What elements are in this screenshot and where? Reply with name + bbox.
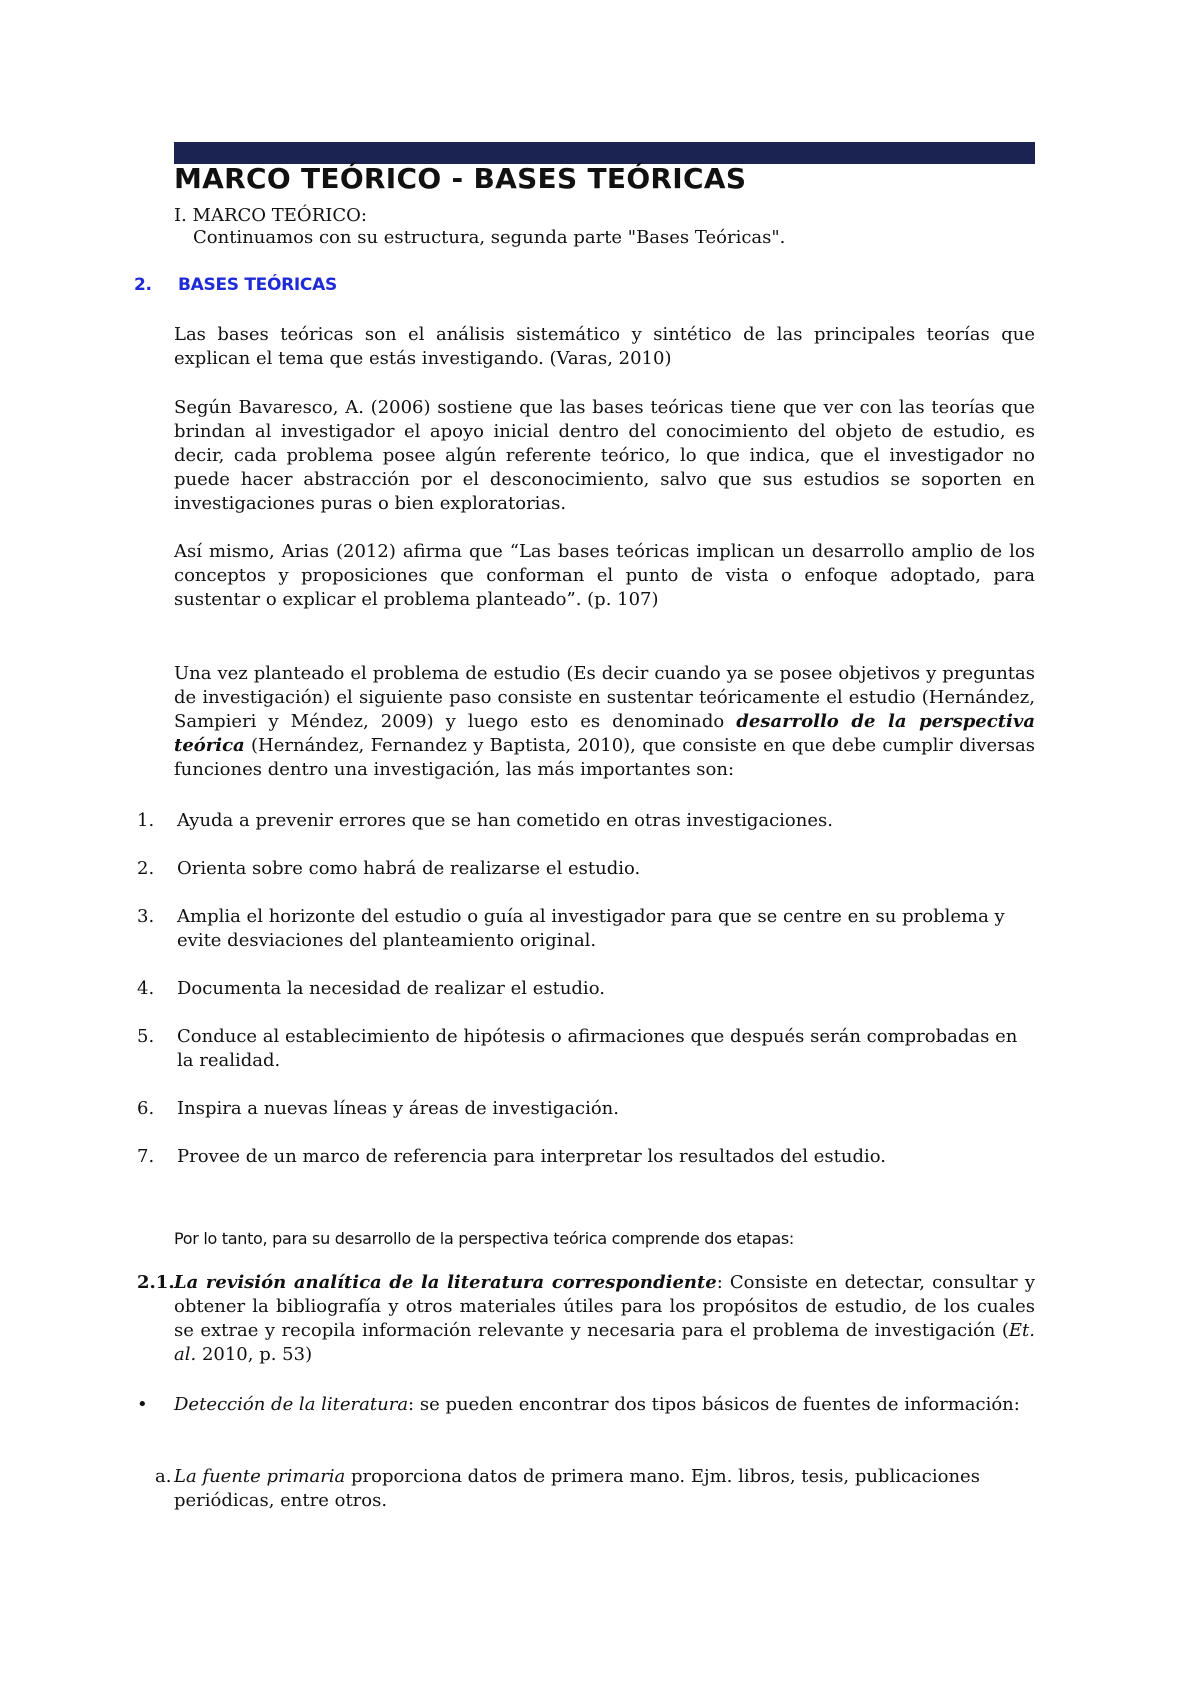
- paragraph-4-part-b: (Hernández, Fernandez y Baptista, 2010), que consiste en que debe cumplir diversas funciones dentro una investigación, las más importantes son:: [174, 735, 1035, 780]
- list-text: Documenta la necesidad de realizar el estudio.: [177, 978, 605, 999]
- list-number: 6.: [137, 1098, 155, 1119]
- list-number: 1.: [137, 810, 155, 831]
- bullet-mark: •: [137, 1394, 148, 1415]
- subsection-text-a: : Consiste en detectar, consultar y obtener la bibliografía y otros materiales útiles para los propósitos de estudio, de los cuales se extrae y recopila información relevante y necesaria para el problema de investigación (: [174, 1272, 1035, 1341]
- subtitle: I. MARCO TEÓRICO:: [174, 205, 367, 226]
- list-number: 3.: [137, 906, 155, 927]
- subsection-number: 2.1.: [137, 1272, 175, 1293]
- bullet-body: [174, 1393, 1035, 1417]
- section-number: 2.: [134, 275, 152, 295]
- subsection-title: La revisión analítica de la literatura correspondiente: [174, 1272, 717, 1293]
- list-text: Conduce al establecimiento de hipótesis o afirmaciones que después serán comprobadas en la realidad.: [177, 1026, 1018, 1071]
- list-text: Ayuda a prevenir errores que se han cometido en otras investigaciones.: [177, 810, 833, 831]
- subsection-text-b: 2010, p. 53): [196, 1344, 313, 1365]
- paragraph-3: Así mismo, Arias (2012) afirma que “Las bases teóricas implican un desarrollo amplio de los conceptos y proposiciones que conforman el punto de vista o enfoque adoptado, para sustentar o explicar el problema planteado”. (p. 107): [174, 541, 1035, 610]
- lettered-emphasis: La fuente primaria: [174, 1466, 346, 1487]
- list-text: Provee de un marco de referencia para interpretar los resultados del estudio.: [177, 1146, 886, 1167]
- list-number: 2.: [137, 858, 155, 879]
- list-item: [137, 905, 1035, 953]
- lettered-text: proporciona datos de primera mano. Ejm. libros, tesis, publicaciones periódicas, entre otros.: [174, 1466, 980, 1511]
- subsection-etal: Et. al.: [174, 1320, 1035, 1365]
- list-text: Amplia el horizonte del estudio o guía al investigador para que se centre en su problema y evite desviaciones del planteamiento original.: [177, 906, 1005, 951]
- list-item: [137, 809, 1035, 833]
- list-number: 7.: [137, 1146, 155, 1167]
- list-item: [137, 1145, 1035, 1169]
- lettered-item: [155, 1465, 1035, 1513]
- section-heading: [134, 275, 337, 295]
- paragraph-4-part-a: Una vez planteado el problema de estudio (Es decir cuando ya se posee objetivos y preguntas de investigación) el siguiente paso consiste en sustentar teóricamente el estudio (Hernández, Sampieri y Méndez, 2009) y luego esto es denominado: [174, 663, 1035, 732]
- intro-text: Continuamos con su estructura, segunda parte "Bases Teóricas".: [193, 227, 786, 248]
- section-title: BASES TEÓRICAS: [178, 275, 337, 295]
- paragraph-1: Las bases teóricas son el análisis sistemático y sintético de las principales teorías que explican el tema que estás investigando. (Varas, 2010): [174, 324, 1035, 369]
- list-text: Inspira a nuevas líneas y áreas de investigación.: [177, 1098, 619, 1119]
- page-title: MARCO TEÓRICO - BASES TEÓRICAS: [174, 162, 747, 195]
- paragraph-4-emphasis: desarrollo de la perspectiva teórica: [174, 711, 1035, 756]
- list-item: [137, 1025, 1035, 1073]
- paragraph-2: Según Bavaresco, A. (2006) sostiene que las bases teóricas tiene que ver con las teorías que brindan al investigador el apoyo inicial dentro del conocimiento del objeto de estudio, es decir, cada problema posee algún referente teórico, lo que indica, que el investigador no puede hacer abstracción por el desconocimiento, salvo que sus estudios se soporten en investigaciones puras o bien exploratorias.: [174, 397, 1035, 514]
- list-item: [137, 857, 1035, 881]
- subsection-2-1: [137, 1271, 1035, 1367]
- bullet-emphasis: Detección de la literatura: [174, 1394, 409, 1415]
- letter-mark: a.: [155, 1466, 172, 1487]
- bullet-text: : se pueden encontrar dos tipos básicos de fuentes de información:: [408, 1394, 1020, 1415]
- bullet-item: [137, 1393, 1035, 1417]
- subsection-body: [174, 1271, 1035, 1367]
- paragraph-4: [174, 662, 1035, 782]
- stages-note: Por lo tanto, para su desarrollo de la perspectiva teórica comprende dos etapas:: [174, 1229, 794, 1248]
- list-text: Orienta sobre como habrá de realizarse el estudio.: [177, 858, 641, 879]
- list-number: 5.: [137, 1026, 155, 1047]
- lettered-body: [174, 1465, 1035, 1513]
- list-item: [137, 977, 1035, 1001]
- header-bar: [174, 142, 1035, 164]
- list-number: 4.: [137, 978, 155, 999]
- list-item: [137, 1097, 1035, 1121]
